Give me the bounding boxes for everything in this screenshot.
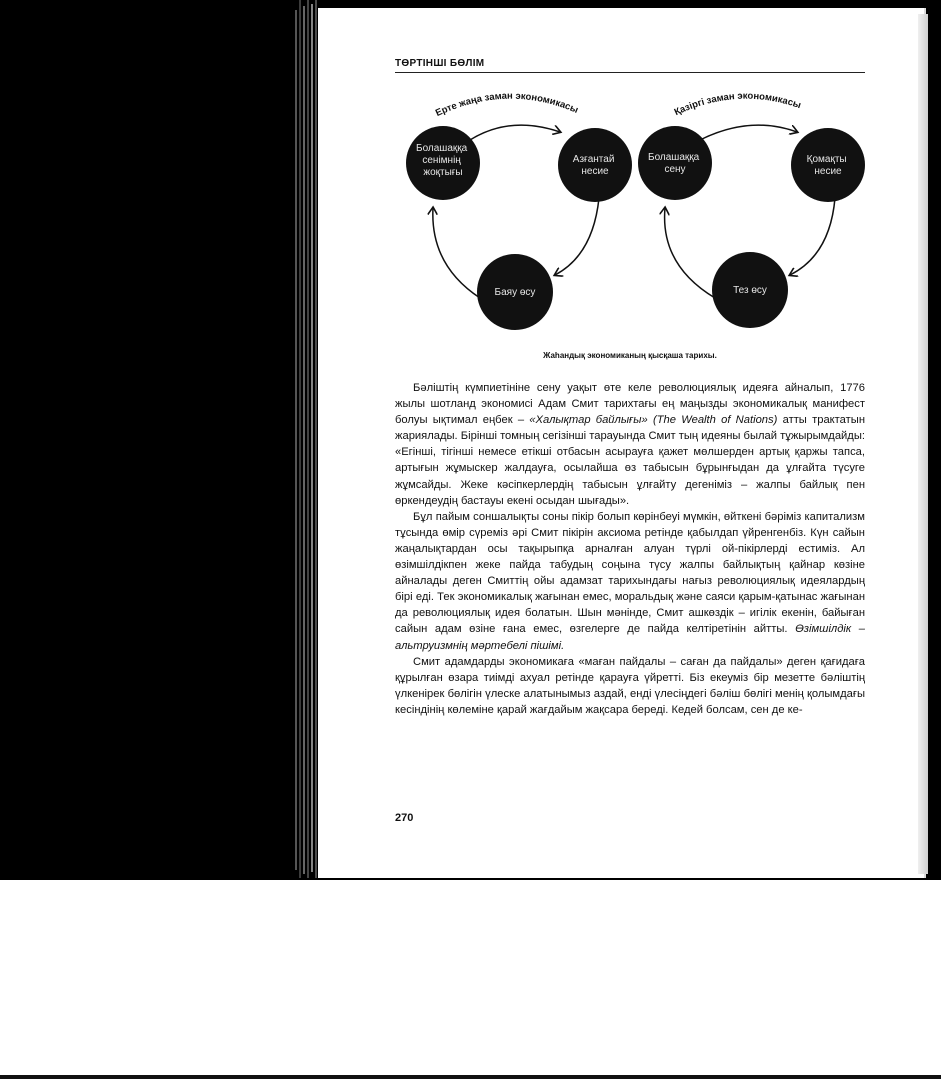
book-spine-pages xyxy=(282,0,322,878)
economy-cycles-diagram xyxy=(395,80,865,350)
node-label-1b: сенімнің xyxy=(422,155,461,166)
node-large-credit xyxy=(791,128,865,202)
section-header: ТӨРТІНШІ БӨЛІМ xyxy=(395,58,485,69)
body-text xyxy=(395,380,865,718)
node-trust-future xyxy=(638,126,712,200)
left-arc-label: Ерте жаңа заман экономикасы xyxy=(433,90,580,120)
svg-text:Болашаққа сенімнің xyxy=(416,143,470,178)
paragraph-3: Смит адамдарды экономикаға «маған пайдалы – саған да пайдалы» деген қағидаға құрылған өзара тиімді ахуал ретінде қарауға үйретті. Біз екеуміз бір мезетте бәліштің үлкенірек бөлігін үлеске алатынымыз аздай, енді үлесіңдегі бәліш бөлігі менің қолымдағы кесіндінің көлеміне қарай жағдайым жақсара береді. Кедей болсам, сен де ке- xyxy=(395,655,865,716)
figure-caption: Жаһандық экономиканың қысқаша тарихы. xyxy=(543,351,717,360)
page-edge xyxy=(918,14,928,874)
svg-text:Баяу өсу: Баяу өсу xyxy=(494,287,536,298)
node-label-1a: Болашаққа xyxy=(416,143,468,154)
right-arc-label: Қазіргі заман экономикасы xyxy=(672,90,803,119)
svg-text:Азғантай несие: Азғантай несие xyxy=(572,154,615,177)
header-rule xyxy=(395,72,865,73)
paragraph-1: Бәліштің күмпиетініне сену уақыт өте келе революциялық идеяға айналып, 1776 жылы шотланд экономисі Адам Смит тарихтағы ең маңызды экономикалық манифест болуы ықтимал еңбек – «Халықтар байлығы» (The Wealth of Nations) атты трактатын жариялады. Бірінші томның сегізінші тарауында Смит тың идеяны былай тұжырымдайды: «Егінші, тігінші немесе етікші отбасын асырауға қажет мөлшерден артық қаржы тапса, артығын жұмыскер жалдауға, осылайша өз табысын бұрынғыдан да ұлғайта түсуге жұмсайды. Жеке кәсіпкерлердің табысын ұлғайту дегеніміз – жалпы байлық пен өркендеудің бастауы екені осыдан шығады». xyxy=(395,382,866,507)
left-cycle xyxy=(406,91,632,330)
paragraph-2: Бұл пайым соншалықты соны пікір болып көрінбеуі мүмкін, өйткені бәріміз капитализм тұсында өмір сүреміз әрі Смит пікірін аксиома ретінде қабылдап үйренгенбіз. Күн сайын жаңалықтардан осы тақырыпқа арналған алуан түрлі ой-пікірлерді естиміз. Ал өзімшілдікпен жеке пайда табудың соңына түсу жалпы байлықтың қайнар көзіне айналады деген Смиттің ойы адамзат тарихындағы нағыз революциялық идеялардың бірі еді. Тек экономикалық жағынан емес, моральдық және саяси қарым-қатынас жағынан да революциялық идея болатын. Шын мәнінде, Смит ашкөздік – игілік екенін, байыған сайын адам өзіне ғана емес, өзгелерге де пайда келтіретінін айтты. Өзімшілдік – альтруизмнің мәртебелі пішімі. xyxy=(395,510,865,652)
node-little-credit xyxy=(558,128,632,202)
right-cycle xyxy=(638,91,865,328)
svg-text:Болашаққа сену: Болашаққа сену xyxy=(648,152,700,175)
node-label-1c: жоқтығы xyxy=(423,167,463,178)
svg-text:Қомақты несие: Қомақты несие xyxy=(806,154,847,177)
svg-text:Тез өсу: Тез өсу xyxy=(733,285,767,296)
page-number: 270 xyxy=(395,812,414,824)
